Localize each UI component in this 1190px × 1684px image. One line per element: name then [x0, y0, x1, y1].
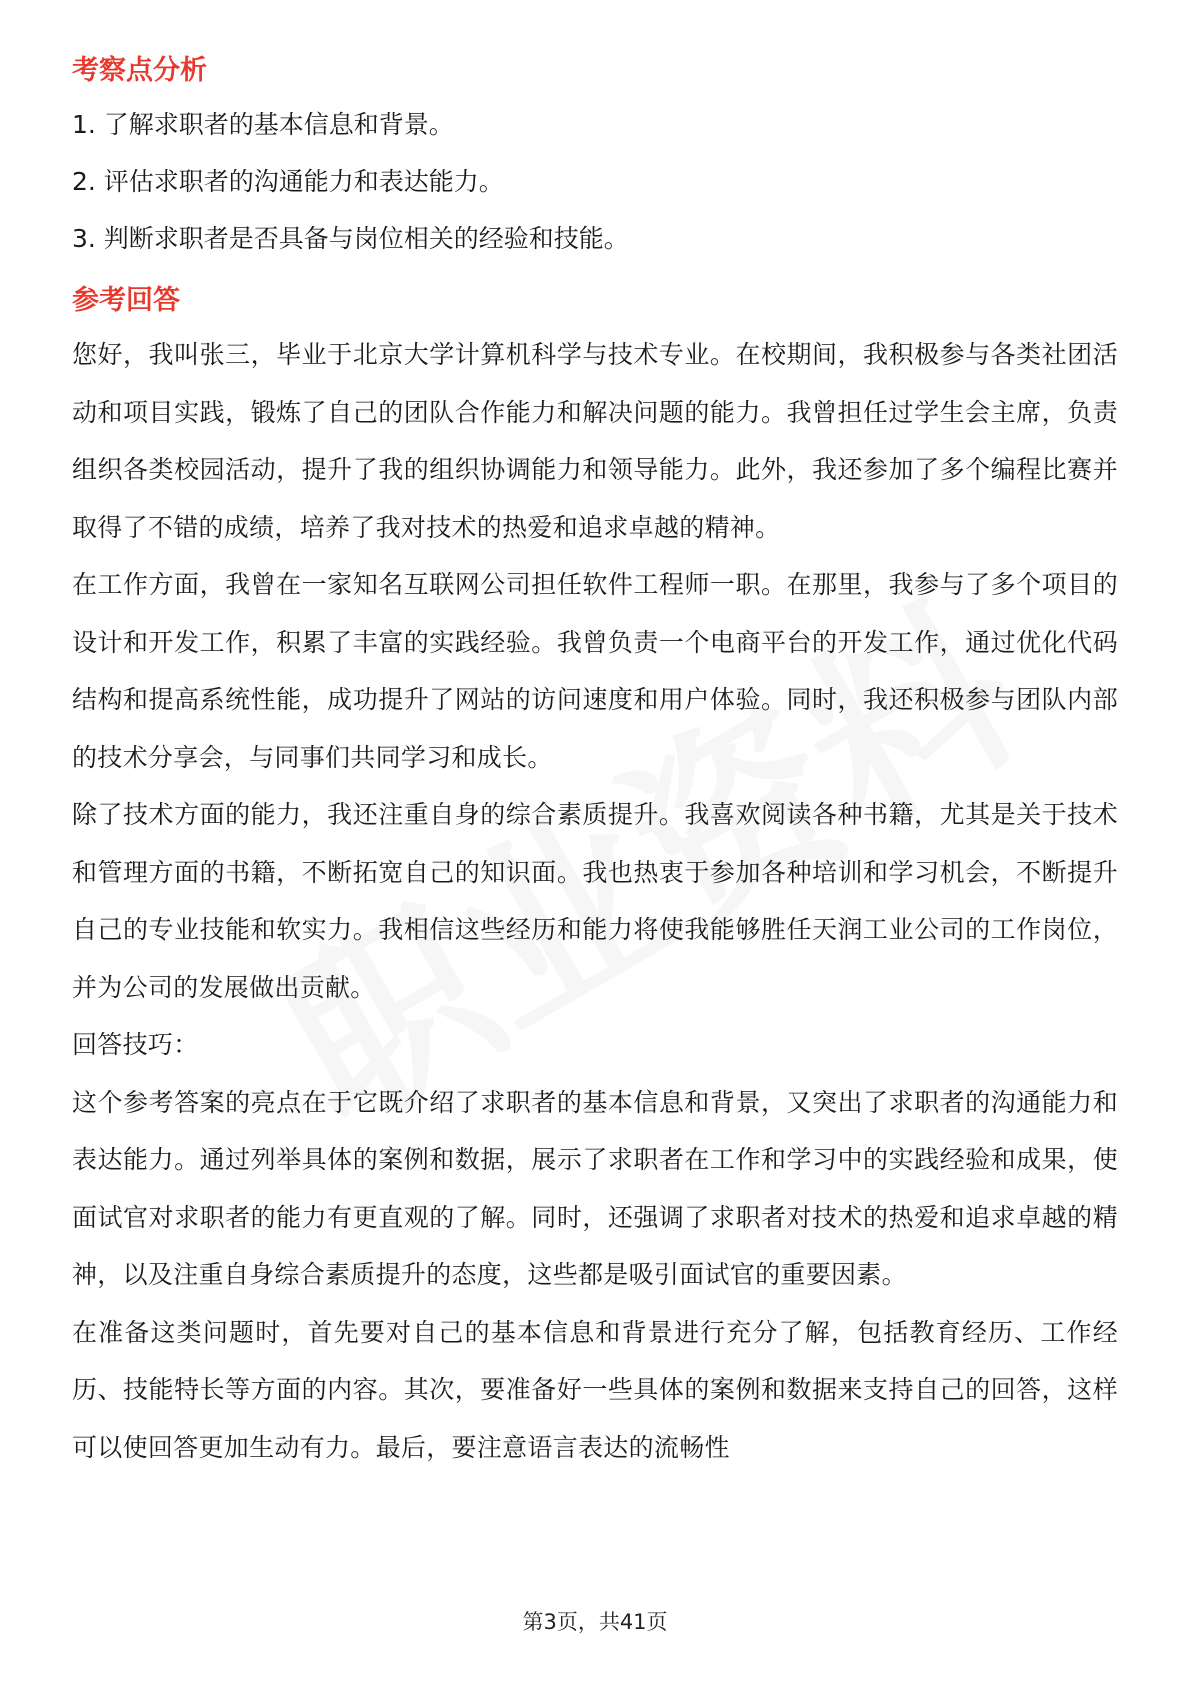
analysis-point-list — [72, 96, 1118, 267]
answer-paragraph: 在准备这类问题时，首先要对自己的基本信息和背景进行充分了解，包括教育经历、工作经历、技能特长等方面的内容。其次，要准备好一些具体的案例和数据来支持自己的回答，这样可以使回答更加生动有力。最后，要注意语言表达的流畅性 — [72, 1317, 1118, 1462]
answer-paragraph: 这个参考答案的亮点在于它既介绍了求职者的基本信息和背景，又突出了求职者的沟通能力和表达能力。通过列举具体的案例和数据，展示了求职者在工作和学习中的实践经验和成果，使面试官对求职者的能力有更直观的了解。同时，还强调了求职者对技术的热爱和追求卓越的精神，以及注重自身综合素质提升的态度，这些都是吸引面试官的重要因素。 — [72, 1087, 1118, 1289]
document-page — [72, 46, 1118, 1476]
analysis-point: 3. 判断求职者是否具备与岗位相关的经验和技能。 — [72, 224, 629, 253]
tips-heading: 回答技巧： — [72, 1030, 199, 1059]
analysis-point: 2. 评估求职者的沟通能力和表达能力。 — [72, 167, 504, 196]
section-title-analysis: 考察点分析 — [72, 55, 207, 86]
answer-paragraph: 除了技术方面的能力，我还注重自身的综合素质提升。我喜欢阅读各种书籍，尤其是关于技术和管理方面的书籍，不断拓宽自己的知识面。我也热衷于参加各种培训和学习机会，不断提升自己的专业技能和软实力。我相信这些经历和能力将使我能够胜任天润工业公司的工作岗位，并为公司的发展做出贡献。 — [72, 800, 1118, 1002]
page-number: 第3页，共41页 — [522, 1610, 668, 1634]
answer-paragraph: 在工作方面，我曾在一家知名互联网公司担任软件工程师一职。在那里，我参与了多个项目的设计和开发工作，积累了丰富的实践经验。我曾负责一个电商平台的开发工作，通过优化代码结构和提高系统性能，成功提升了网站的访问速度和用户体验。同时，我还积极参与团队内部的技术分享会，与同事们共同学习和成长。 — [72, 570, 1118, 772]
analysis-point: 1. 了解求职者的基本信息和背景。 — [72, 110, 454, 139]
section-title-answer: 参考回答 — [72, 285, 180, 316]
answer-paragraph: 您好，我叫张三，毕业于北京大学计算机科学与技术专业。在校期间，我积极参与各类社团活动和项目实践，锻炼了自己的团队合作能力和解决问题的能力。我曾担任过学生会主席，负责组织各类校园活动，提升了我的组织协调能力和领导能力。此外，我还参加了多个编程比赛并取得了不错的成绩，培养了我对技术的热爱和追求卓越的精神。 — [72, 340, 1118, 542]
